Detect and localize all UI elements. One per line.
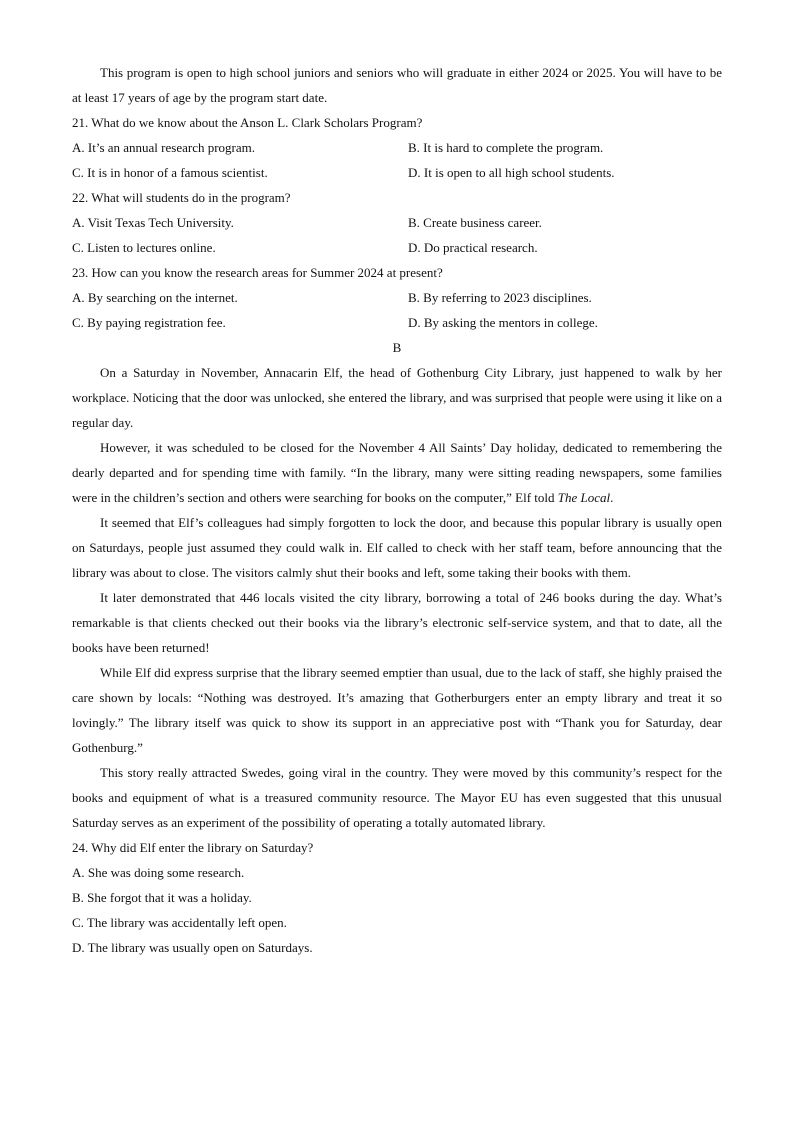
- option-a: A. It’s an annual research program.: [72, 140, 256, 155]
- passage-b-paragraph-6: This story really attracted Swedes, going viral in the country. They were moved by this community’s respect for the books and equipment of what is a treasured community resource. The Mayor EU has even suggested that this unusual Saturday serves as an experiment of the possibility of operating a totally automated library.: [72, 765, 722, 830]
- option-grid: [72, 135, 722, 185]
- question-23: [72, 260, 722, 335]
- question-22: [72, 185, 722, 260]
- passage-b-paragraph-3: It seemed that Elf’s colleagues had simply forgotten to lock the door, and because this popular library is usually open on Saturdays, people just assumed they could walk in. Elf called to check with her staff team, before announcing that the library was about to close. The visitors calmly shut their books and left, some taking their books with them.: [72, 515, 722, 580]
- option-c: C. Listen to lectures online.: [72, 240, 216, 255]
- passage-b-paragraph-4: It later demonstrated that 446 locals visited the city library, borrowing a total of 246 books during the day. What’s remarkable is that clients checked out their books via the library’s electronic self-service system, and that to date, all the books have been returned!: [72, 590, 722, 655]
- option-a: A. She was doing some research.: [72, 865, 245, 880]
- option-d: D. It is open to all high school students.: [408, 165, 615, 180]
- question-stem: 23. How can you know the research areas for Summer 2024 at present?: [72, 265, 443, 280]
- passage-b-paragraph-1: On a Saturday in November, Annacarin Elf, the head of Gothenburg City Library, just happened to walk by her workplace. Noticing that the door was unlocked, she entered the library, and was surprised that people were using it like on a regular day.: [72, 365, 722, 430]
- question-stem: 24. Why did Elf enter the library on Saturday?: [72, 840, 314, 855]
- question-24: [72, 835, 722, 960]
- question-stem: 22. What will students do in the program?: [72, 190, 291, 205]
- option-a: A. Visit Texas Tech University.: [72, 215, 234, 230]
- option-d: D. By asking the mentors in college.: [408, 315, 598, 330]
- option-c: C. The library was accidentally left open.: [72, 915, 287, 930]
- option-b: B. She forgot that it was a holiday.: [72, 890, 252, 905]
- option-a: A. By searching on the internet.: [72, 290, 238, 305]
- option-c: C. By paying registration fee.: [72, 315, 226, 330]
- exam-page: [72, 60, 722, 960]
- passage-a-tail: This program is open to high school juniors and seniors who will graduate in either 2024 or 2025. You will have to be at least 17 years of age by the program start date.: [72, 65, 722, 105]
- paragraph-2-end: .: [610, 490, 614, 505]
- option-b: B. It is hard to complete the program.: [408, 140, 604, 155]
- paragraph-2-text: However, it was scheduled to be closed for the November 4 All Saints’ Day holiday, dedicated to remembering the dearly departed and for spending time with family. “In the library, many were sitting reading newspapers, some families were in the children’s section and others were searching for books on the computer,” Elf told: [72, 440, 722, 505]
- option-d: D. Do practical research.: [408, 240, 538, 255]
- section-b-heading: B: [392, 340, 402, 355]
- option-grid: [72, 285, 722, 335]
- passage-b-paragraph-2: [72, 435, 722, 510]
- option-c: C. It is in honor of a famous scientist.: [72, 165, 268, 180]
- option-d: D. The library was usually open on Saturdays.: [72, 940, 313, 955]
- option-b: B. Create business career.: [408, 215, 542, 230]
- question-21: [72, 110, 722, 185]
- question-stem: 21. What do we know about the Anson L. Clark Scholars Program?: [72, 115, 423, 130]
- option-grid: [72, 210, 722, 260]
- passage-b-paragraph-5: While Elf did express surprise that the library seemed emptier than usual, due to the lack of staff, she highly praised the care shown by locals: “Nothing was destroyed. It’s amazing that Gotherburgers enter an empty library and treat it so lovingly.” The library itself was quick to show its support in an appreciative post with “Thank you for Saturday, dear Gothenburg.”: [72, 665, 722, 755]
- source-publication: The Local: [557, 490, 611, 505]
- option-b: B. By referring to 2023 disciplines.: [408, 290, 592, 305]
